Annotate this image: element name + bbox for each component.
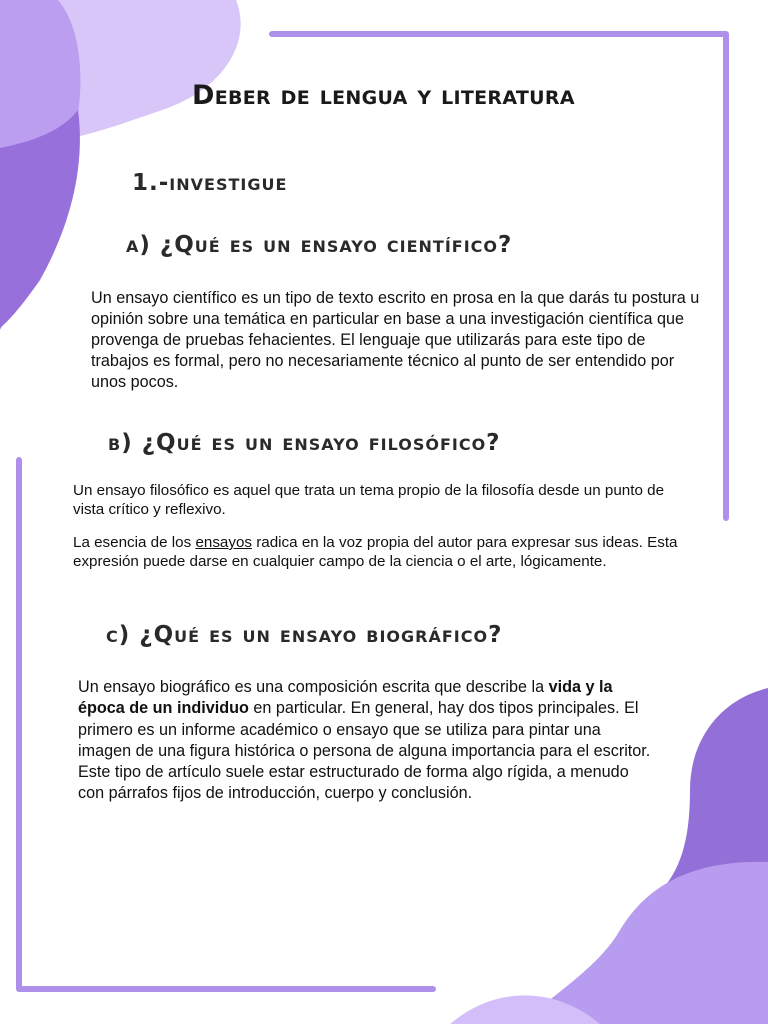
question-c-answer (78, 677, 658, 805)
question-b-answer-1: Un ensayo filosófico es aquel que trata un tema propio de la filosofía desde un punto de vista crítico y reflexivo. (73, 482, 665, 518)
question-a-answer: Un ensayo científico es un tipo de texto escrito en prosa en la que darás tu postura u opinión sobre una temática en particular en base a una investigación científica que provenga de pruebas fehacientes. El lenguaje que utilizarás para este tipo de trabajos es formal, pero no necesariamente técnico al punto de ser entendido por unos pocos. (91, 289, 700, 391)
question-a-heading: a) ¿Qué es un ensayo científico? (126, 232, 513, 258)
answer-text: Un ensayo biográfico es una composición escrita que describe la (78, 678, 549, 696)
question-c-heading: c) ¿Qué es un ensayo biográfico? (106, 622, 503, 648)
answer-text: radica en la voz propia del autor para expresar sus ideas. Esta expresión puede darse en cualquier campo de la ciencia o el arte, lógicamente. (73, 534, 678, 570)
ensayos-link[interactable]: ensayos (195, 534, 253, 551)
bottom-right-mid-blob (520, 862, 768, 1024)
question-b-heading: b) ¿Qué es un ensayo filosófico? (108, 430, 501, 456)
answer-text: en particular. En general, hay dos tipos principales. El primero es un informe académico o ensayo que se utiliza para pintar una imagen de una figura histórica o persona de alguna importancia para el escritor. Este tipo de artículo suele estar estructurado de forma algo rígida, a menudo con párrafos fijos de introducción, cuerpo y conclusión. (78, 699, 651, 803)
answer-bold-text: vida y la época de un individuo (78, 678, 613, 718)
page-title: Deber de lengua y literatura (192, 80, 575, 111)
question-b-answer-2 (73, 534, 693, 571)
answer-text: La esencia de los (73, 534, 196, 551)
section-heading: 1.-investigue (132, 170, 288, 196)
